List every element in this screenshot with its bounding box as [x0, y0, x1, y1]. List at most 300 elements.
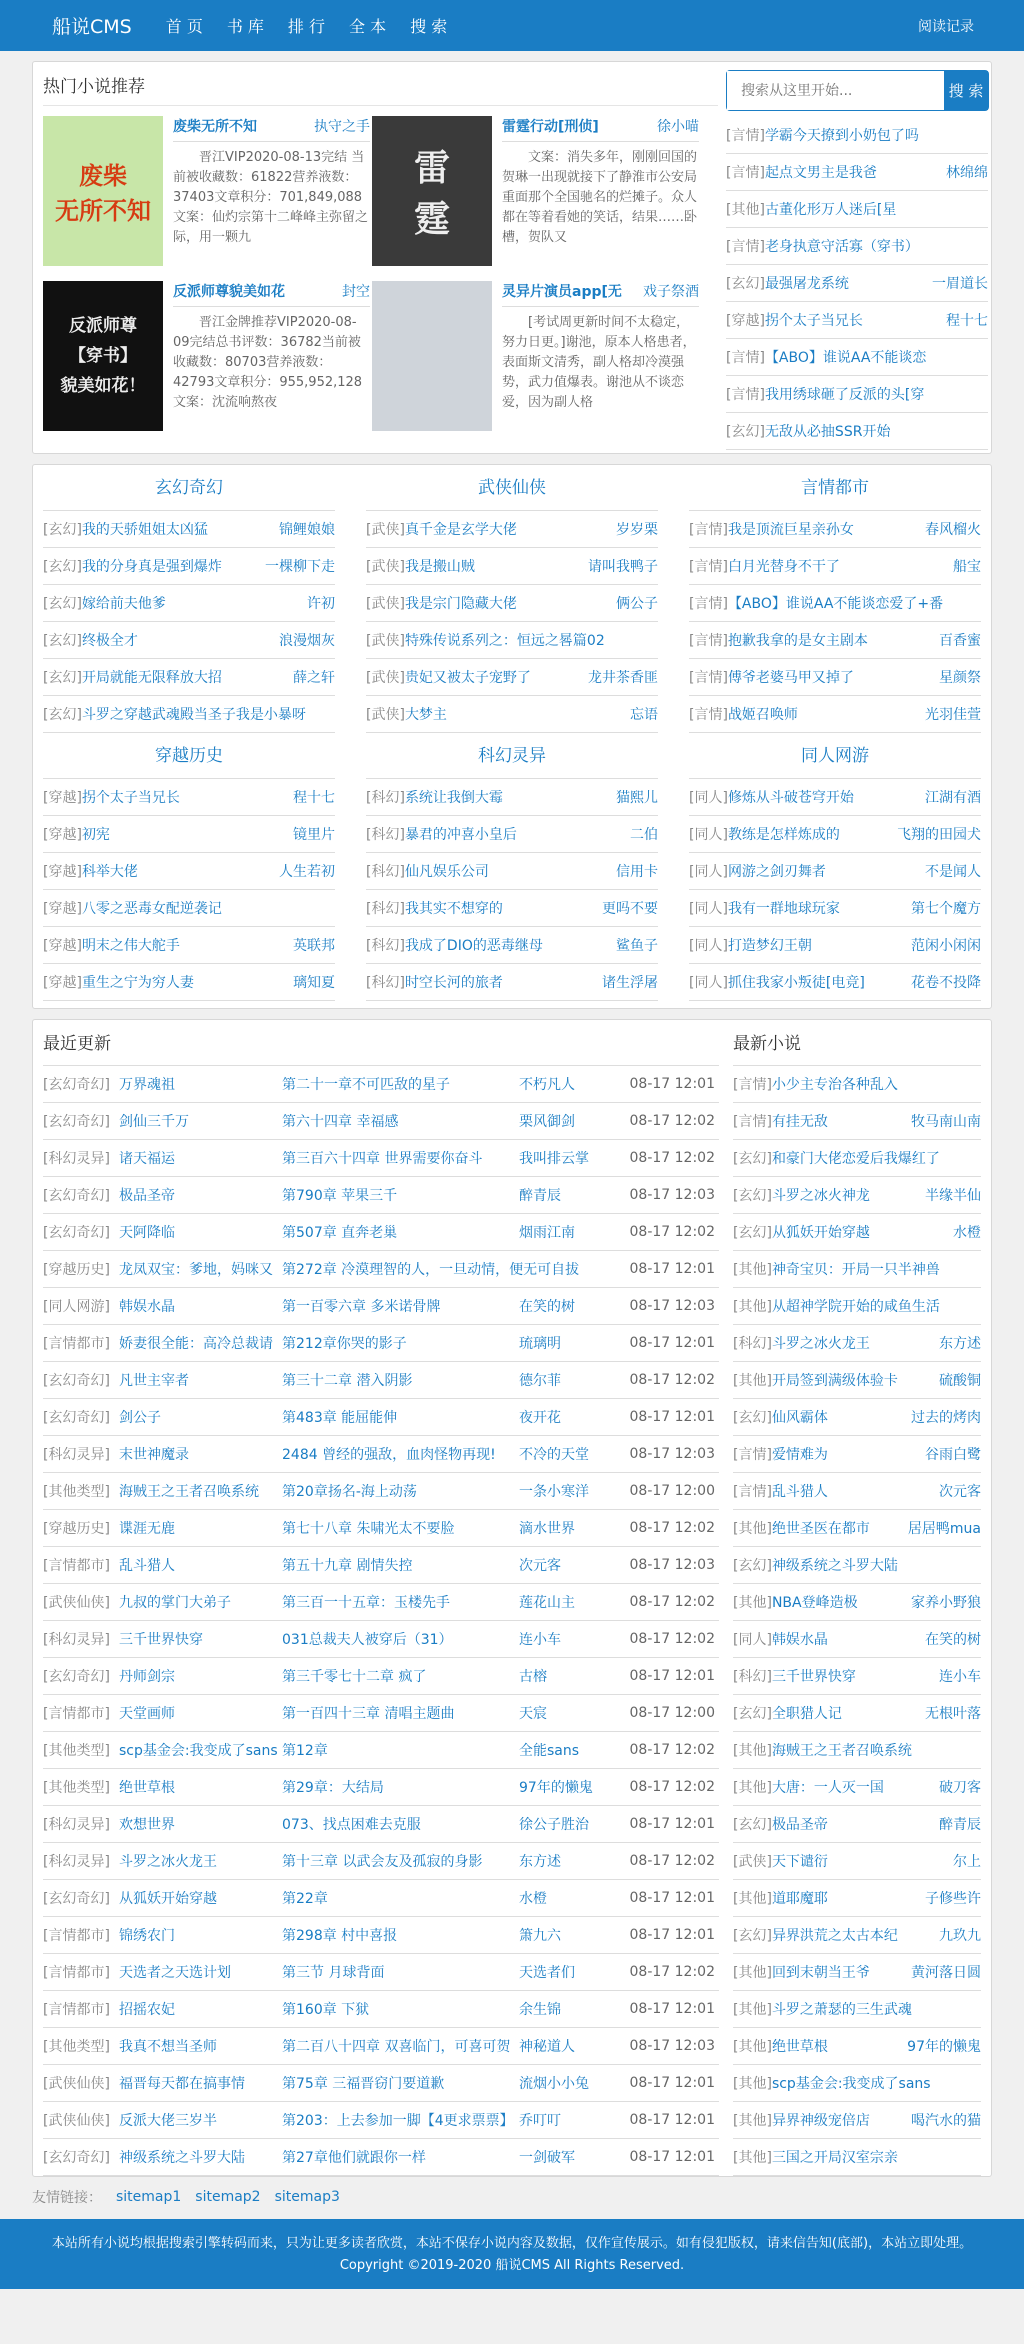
novel-title-link[interactable]: 大唐：一人灭一国	[771, 1780, 884, 1796]
category-item[interactable]	[366, 816, 658, 853]
update-novel-link[interactable]: 反派大佬三岁半	[119, 2113, 217, 2129]
update-author-link[interactable]: 莲花山主	[519, 1595, 575, 1611]
newest-item[interactable]	[733, 1140, 981, 1177]
novel-title-link[interactable]: 绝世草根	[771, 2039, 828, 2055]
novel-title-link[interactable]: 异界神级宠倍店	[771, 2113, 870, 2129]
novel-title-link[interactable]: 我成了DIO的恶毒继母	[404, 938, 543, 954]
novel-title-link[interactable]: 无敌从必抽SSR开始	[764, 424, 891, 440]
update-novel-link[interactable]: 乱斗猎人	[119, 1558, 175, 1574]
category-item[interactable]	[689, 622, 981, 659]
update-novel-link[interactable]: 招摇农妃	[119, 2002, 175, 2018]
update-novel-link[interactable]: 末世神魔录	[119, 1447, 189, 1463]
novel-title-link[interactable]: 我是搬山贼	[404, 559, 475, 575]
newest-item[interactable]	[733, 1103, 981, 1140]
book-cover-image[interactable]: 反派师尊 【穿书】 貌美如花！	[43, 281, 163, 431]
update-chapter-link[interactable]: 第六十四章 幸福感	[282, 1114, 399, 1130]
novel-title-link[interactable]: 绝世圣医在都市	[771, 1521, 870, 1537]
category-title[interactable]: 科幻灵异	[366, 733, 658, 779]
author-link[interactable]: 信用卡	[616, 864, 658, 880]
book-cover-image[interactable]: 雷 霆	[372, 116, 492, 266]
novel-title-link[interactable]: 系统让我倒大霉	[404, 790, 503, 806]
novel-title-link[interactable]: 异界洪荒之太古本纪	[771, 1928, 898, 1944]
author-link[interactable]: 花卷不投降	[911, 975, 981, 991]
author-link[interactable]: 百香蜜	[939, 633, 981, 649]
category-title[interactable]: 玄幻奇幻	[43, 465, 335, 511]
newest-item[interactable]	[733, 1177, 981, 1214]
newest-item[interactable]	[733, 1843, 981, 1880]
update-chapter-link[interactable]: 第20章扬名-海上动荡	[282, 1484, 417, 1500]
update-chapter-link[interactable]: 第五十九章 剧情失控	[282, 1558, 413, 1574]
author-link[interactable]: 许初	[307, 596, 335, 612]
update-novel-link[interactable]: 丹师剑宗	[119, 1669, 175, 1685]
novel-title-link[interactable]: 明末之伟大舵手	[81, 938, 180, 954]
author-link[interactable]: 范闲小闲闲	[911, 938, 981, 954]
novel-title-link[interactable]: 天下谴衍	[771, 1854, 828, 1870]
update-chapter-link[interactable]: 第160章 下狱	[282, 2002, 370, 2018]
author-link[interactable]: 镜里片	[293, 827, 335, 843]
update-novel-link[interactable]: 凡世主宰者	[119, 1373, 189, 1389]
friend-link[interactable]: sitemap2	[195, 2189, 261, 2205]
author-link[interactable]: 岁岁栗	[616, 522, 658, 538]
newest-item[interactable]	[733, 1732, 981, 1769]
update-novel-link[interactable]: scp基金会:我变成了sans	[119, 1743, 278, 1759]
update-chapter-link[interactable]: 第29章：大结局	[282, 1780, 384, 1796]
author-link[interactable]: 鲨鱼子	[616, 938, 658, 954]
author-link[interactable]: 人生若初	[279, 864, 335, 880]
category-item[interactable]	[43, 890, 335, 927]
novel-title-link[interactable]: 傅爷老婆马甲又掉了	[727, 670, 854, 686]
book-author[interactable]: 徐小喵	[657, 119, 699, 135]
category-item[interactable]	[689, 964, 981, 1001]
book-author[interactable]: 执守之手	[314, 119, 370, 135]
author-link[interactable]: 无根叶落	[925, 1706, 981, 1722]
category-item[interactable]	[366, 927, 658, 964]
category-item[interactable]	[43, 779, 335, 816]
update-author-link[interactable]: 琉璃明	[519, 1336, 561, 1352]
category-item[interactable]	[43, 927, 335, 964]
update-chapter-link[interactable]: 第三节 月球背面	[282, 1965, 385, 1981]
novel-title-link[interactable]: 有挂无敌	[771, 1114, 828, 1130]
author-link[interactable]: 锦鲤娘娘	[279, 522, 335, 538]
novel-title-link[interactable]: 我用绣球砸了反派的头[穿	[764, 387, 925, 403]
category-item[interactable]	[689, 659, 981, 696]
author-link[interactable]: 牧马南山南	[911, 1114, 981, 1130]
author-link[interactable]: 程十七	[946, 313, 988, 329]
update-novel-link[interactable]: 谍涯无鹿	[119, 1521, 175, 1537]
author-link[interactable]: 九玖九	[939, 1928, 981, 1944]
novel-title-link[interactable]: 【ABO】谁说AA不能谈恋爱了+番	[727, 596, 944, 612]
update-chapter-link[interactable]: 第三千零七十二章 疯了	[282, 1669, 427, 1685]
side-hot-item[interactable]	[726, 265, 988, 302]
update-novel-link[interactable]: 斗罗之冰火龙王	[119, 1854, 217, 1870]
book-title[interactable]: 雷霆行动[刑侦]	[502, 119, 599, 135]
author-link[interactable]: 猫熙儿	[616, 790, 658, 806]
side-hot-item[interactable]	[726, 339, 988, 376]
update-author-link[interactable]: 余生锦	[519, 2002, 561, 2018]
book-cover-image[interactable]	[372, 281, 492, 431]
category-title[interactable]: 同人网游	[689, 733, 981, 779]
author-link[interactable]: 春风榴火	[925, 522, 981, 538]
update-novel-link[interactable]: 三千世界快穿	[119, 1632, 203, 1648]
update-novel-link[interactable]: 天选者之天选计划	[119, 1965, 231, 1981]
book-title[interactable]: 灵异片演员app[无	[502, 284, 622, 300]
category-item[interactable]	[689, 816, 981, 853]
update-author-link[interactable]: 水橙	[519, 1891, 547, 1907]
novel-title-link[interactable]: 神级系统之斗罗大陆	[771, 1558, 898, 1574]
novel-title-link[interactable]: 斗罗之冰火龙王	[771, 1336, 870, 1352]
nav-ranking[interactable]: 排 行	[287, 17, 326, 36]
author-link[interactable]: 船宝	[953, 559, 981, 575]
author-link[interactable]: 请叫我鸭子	[588, 559, 658, 575]
novel-title-link[interactable]: 神奇宝贝：开局一只半神兽	[771, 1262, 940, 1278]
author-link[interactable]: 璃知夏	[293, 975, 335, 991]
author-link[interactable]: 忘语	[630, 707, 658, 723]
author-link[interactable]: 飞翔的田园犬	[897, 827, 981, 843]
side-hot-item[interactable]	[726, 117, 988, 154]
category-item[interactable]	[366, 511, 658, 548]
category-title[interactable]: 言情都市	[689, 465, 981, 511]
novel-title-link[interactable]: 暴君的冲喜小皇后	[404, 827, 517, 843]
newest-item[interactable]	[733, 2102, 981, 2139]
novel-title-link[interactable]: 海贼王之王者召唤系统	[771, 1743, 912, 1759]
update-chapter-link[interactable]: 031总裁夫人被穿后（31）	[282, 1632, 453, 1648]
novel-title-link[interactable]: 我的天骄姐姐太凶猛	[81, 522, 208, 538]
category-item[interactable]	[43, 964, 335, 1001]
nav-search[interactable]: 搜 索	[410, 17, 448, 36]
update-chapter-link[interactable]: 第27章他们就跟你一样	[282, 2150, 426, 2166]
newest-item[interactable]	[733, 1214, 981, 1251]
author-link[interactable]: 一棵柳下走	[265, 559, 335, 575]
book-author[interactable]: 戏子祭酒	[643, 284, 699, 300]
author-link[interactable]: 英联邦	[293, 938, 335, 954]
author-link[interactable]: 醉青辰	[939, 1817, 981, 1833]
novel-title-link[interactable]: 打造梦幻王朝	[727, 938, 812, 954]
update-author-link[interactable]: 在笑的树	[519, 1299, 575, 1315]
update-author-link[interactable]: 栗风御剑	[519, 1114, 575, 1130]
category-item[interactable]	[689, 511, 981, 548]
newest-item[interactable]	[733, 1621, 981, 1658]
category-item[interactable]	[689, 548, 981, 585]
novel-title-link[interactable]: 特殊传说系列之：恒远之晷篇02	[404, 633, 605, 649]
author-link[interactable]: 破刀客	[939, 1780, 981, 1796]
category-item[interactable]	[366, 964, 658, 1001]
novel-title-link[interactable]: 起点文男主是我爸	[764, 165, 877, 181]
novel-title-link[interactable]: 【ABO】谁说AA不能谈恋	[764, 350, 927, 366]
newest-item[interactable]	[733, 1991, 981, 2028]
category-item[interactable]	[689, 779, 981, 816]
category-title[interactable]: 武侠仙侠	[366, 465, 658, 511]
novel-title-link[interactable]: 三千世界快穿	[771, 1669, 856, 1685]
newest-item[interactable]	[733, 1473, 981, 1510]
update-novel-link[interactable]: 剑公子	[119, 1410, 161, 1426]
author-link[interactable]: 程十七	[293, 790, 335, 806]
novel-title-link[interactable]: 古董化形万人迷后[星	[764, 202, 897, 218]
friend-link[interactable]: sitemap3	[274, 2189, 340, 2205]
update-author-link[interactable]: 滴水世界	[519, 1521, 575, 1537]
novel-title-link[interactable]: 时空长河的旅者	[404, 975, 503, 991]
update-novel-link[interactable]: 诸天福运	[119, 1151, 175, 1167]
newest-item[interactable]	[733, 1917, 981, 1954]
update-author-link[interactable]: 箫九六	[519, 1928, 561, 1944]
update-author-link[interactable]: 醉青辰	[519, 1188, 561, 1204]
update-author-link[interactable]: 97年的懒鬼	[519, 1780, 593, 1796]
update-novel-link[interactable]: 韩娱水晶	[119, 1299, 175, 1315]
side-hot-item[interactable]	[726, 302, 988, 339]
author-link[interactable]: 更吗不要	[602, 901, 658, 917]
novel-title-link[interactable]: 修炼从斗破苍穹开始	[727, 790, 854, 806]
novel-title-link[interactable]: 斗罗之萧瑟的三生武魂	[771, 2002, 912, 2018]
update-chapter-link[interactable]: 第三十二章 潜入阴影	[282, 1373, 413, 1389]
novel-title-link[interactable]: 抱歉我拿的是女主剧本	[727, 633, 868, 649]
book-cover-image[interactable]: 废柴 无所不知	[43, 116, 163, 266]
update-author-link[interactable]: 一剑破军	[519, 2150, 575, 2166]
update-author-link[interactable]: 全能sans	[519, 1743, 580, 1759]
novel-title-link[interactable]: 小少主专治各种乱入	[771, 1077, 898, 1093]
author-link[interactable]: 水橙	[953, 1225, 981, 1241]
novel-title-link[interactable]: 和豪门大佬恋爱后我爆红了	[771, 1151, 940, 1167]
update-novel-link[interactable]: 福晋每天都在搞事情	[119, 2076, 245, 2092]
author-link[interactable]: 子修些许	[925, 1891, 981, 1907]
novel-title-link[interactable]: 老身执意守活寡（穿书）	[764, 239, 919, 255]
category-item[interactable]	[689, 585, 981, 622]
novel-title-link[interactable]: 从超神学院开始的咸鱼生活	[771, 1299, 940, 1315]
author-link[interactable]: 次元客	[939, 1484, 981, 1500]
update-author-link[interactable]: 乔叮叮	[519, 2113, 561, 2129]
nav-library[interactable]: 书 库	[226, 17, 264, 36]
update-chapter-link[interactable]: 第二百八十四章 双喜临门，可喜可贺	[282, 2039, 511, 2055]
author-link[interactable]: 浪漫烟灰	[279, 633, 335, 649]
newest-item[interactable]	[733, 2065, 981, 2102]
category-item[interactable]	[43, 696, 335, 733]
novel-title-link[interactable]: 仙风霸体	[771, 1410, 828, 1426]
newest-item[interactable]	[733, 1288, 981, 1325]
update-author-link[interactable]: 天选者们	[519, 1965, 575, 1981]
novel-title-link[interactable]: 拐个太子当兄长	[81, 790, 180, 806]
novel-title-link[interactable]: 八零之恶毒女配逆袭记	[81, 901, 222, 917]
novel-title-link[interactable]: 科举大佬	[81, 864, 138, 880]
newest-item[interactable]	[733, 1658, 981, 1695]
newest-item[interactable]	[733, 1399, 981, 1436]
update-chapter-link[interactable]: 第507章 直奔老巢	[282, 1225, 398, 1241]
update-author-link[interactable]: 东方述	[519, 1854, 561, 1870]
update-chapter-link[interactable]: 第二十一章不可匹敌的星子	[282, 1077, 450, 1093]
novel-title-link[interactable]: 乱斗猎人	[771, 1484, 828, 1500]
novel-title-link[interactable]: 我其实不想穿的	[404, 901, 503, 917]
newest-item[interactable]	[733, 2028, 981, 2065]
category-item[interactable]	[43, 511, 335, 548]
newest-item[interactable]	[733, 1584, 981, 1621]
novel-title-link[interactable]: 抓住我家小叛徒[电竞]	[727, 975, 865, 991]
category-item[interactable]	[366, 696, 658, 733]
update-chapter-link[interactable]: 第483章 能屈能伸	[282, 1410, 398, 1426]
update-author-link[interactable]: 神秘道人	[519, 2039, 575, 2055]
novel-title-link[interactable]: 白月光替身不干了	[727, 559, 840, 575]
update-novel-link[interactable]: 剑仙三千万	[119, 1114, 189, 1130]
category-item[interactable]	[43, 622, 335, 659]
novel-title-link[interactable]: 战姬召唤师	[727, 707, 798, 723]
update-chapter-link[interactable]: 第298章 村中喜报	[282, 1928, 398, 1944]
author-link[interactable]: 光羽佳萱	[925, 707, 981, 723]
author-link[interactable]: 一眉道长	[932, 276, 988, 292]
newest-item[interactable]	[733, 1695, 981, 1732]
category-item[interactable]	[43, 816, 335, 853]
update-novel-link[interactable]: 我真不想当圣师	[119, 2039, 217, 2055]
update-chapter-link[interactable]: 第22章	[282, 1891, 328, 1907]
novel-title-link[interactable]: 学霸今天撩到小奶包了吗	[764, 128, 919, 144]
author-link[interactable]: 东方述	[939, 1336, 981, 1352]
author-link[interactable]: 星颜祭	[939, 670, 981, 686]
novel-title-link[interactable]: 三国之开局汉室宗亲	[771, 2150, 898, 2166]
novel-title-link[interactable]: 嫁给前夫他爹	[81, 596, 166, 612]
category-item[interactable]	[43, 548, 335, 585]
update-novel-link[interactable]: 绝世草根	[119, 1780, 175, 1796]
novel-title-link[interactable]: 韩娱水晶	[771, 1632, 828, 1648]
author-link[interactable]: 薛之轩	[293, 670, 335, 686]
update-novel-link[interactable]: 从狐妖开始穿越	[119, 1891, 217, 1907]
update-chapter-link[interactable]: 第三百一十五章：玉楼先手	[282, 1595, 450, 1611]
newest-item[interactable]	[733, 1251, 981, 1288]
update-novel-link[interactable]: 万界魂祖	[119, 1077, 175, 1093]
novel-title-link[interactable]: 大梦主	[404, 707, 447, 723]
author-link[interactable]: 居居鸭mua	[907, 1521, 981, 1537]
novel-title-link[interactable]: scp基金会:我变成了sans	[771, 2076, 931, 2092]
category-item[interactable]	[366, 779, 658, 816]
category-item[interactable]	[366, 548, 658, 585]
newest-item[interactable]	[733, 2139, 981, 2176]
novel-title-link[interactable]: 仙凡娱乐公司	[404, 864, 489, 880]
update-author-link[interactable]: 我叫排云掌	[519, 1151, 589, 1167]
author-link[interactable]: 江湖有酒	[925, 790, 981, 806]
author-link[interactable]: 过去的烤肉	[911, 1410, 981, 1426]
novel-title-link[interactable]: 我有一群地球玩家	[727, 901, 840, 917]
author-link[interactable]: 黄河落日圆	[911, 1965, 981, 1981]
update-chapter-link[interactable]: 第272章 冷漠理智的人，一旦动情，便无可自拔	[282, 1262, 580, 1278]
update-chapter-link[interactable]: 第12章	[282, 1743, 328, 1759]
novel-title-link[interactable]: 教练是怎样炼成的	[727, 827, 840, 843]
update-novel-link[interactable]: 海贼王之王者召唤系统	[119, 1484, 259, 1500]
newest-item[interactable]	[733, 1362, 981, 1399]
newest-item[interactable]	[733, 1436, 981, 1473]
update-author-link[interactable]: 次元客	[519, 1558, 561, 1574]
update-author-link[interactable]: 烟雨江南	[519, 1225, 575, 1241]
author-link[interactable]: 尔上	[953, 1854, 981, 1870]
update-chapter-link[interactable]: 第790章 苹果三千	[282, 1188, 398, 1204]
update-chapter-link[interactable]: 第75章 三福晋窃门要道歉	[282, 2076, 445, 2092]
newest-item[interactable]	[733, 1954, 981, 1991]
update-author-link[interactable]: 不冷的天堂	[519, 1447, 589, 1463]
update-author-link[interactable]: 连小车	[519, 1632, 561, 1648]
update-chapter-link[interactable]: 2484 曾经的强敌，血肉怪物再现!	[282, 1447, 496, 1463]
author-link[interactable]: 第七个魔方	[911, 901, 981, 917]
novel-title-link[interactable]: NBA登峰造极	[771, 1595, 858, 1611]
novel-title-link[interactable]: 我是顶流巨星亲孙女	[727, 522, 854, 538]
update-chapter-link[interactable]: 第203：上去参加一脚【4更求票票】	[282, 2113, 514, 2129]
author-link[interactable]: 喝汽水的猫	[911, 2113, 981, 2129]
author-link[interactable]: 连小车	[939, 1669, 981, 1685]
author-link[interactable]: 97年的懒鬼	[907, 2039, 981, 2055]
newest-item[interactable]	[733, 1325, 981, 1362]
update-author-link[interactable]: 徐公子胜治	[519, 1817, 589, 1833]
newest-item[interactable]	[733, 1547, 981, 1584]
author-link[interactable]: 二伯	[630, 827, 658, 843]
novel-title-link[interactable]: 我的分身真是强到爆炸	[81, 559, 222, 575]
category-title[interactable]: 穿越历史	[43, 733, 335, 779]
friend-link[interactable]: sitemap1	[116, 2189, 182, 2205]
author-link[interactable]: 龙井茶香匪	[588, 670, 658, 686]
update-novel-link[interactable]: 锦绣农门	[119, 1928, 175, 1944]
update-novel-link[interactable]: 欢想世界	[119, 1817, 175, 1833]
update-author-link[interactable]: 古榕	[519, 1669, 547, 1685]
update-novel-link[interactable]: 极品圣帝	[119, 1188, 175, 1204]
category-item[interactable]	[366, 585, 658, 622]
newest-item[interactable]	[733, 1806, 981, 1843]
novel-title-link[interactable]: 从狐妖开始穿越	[771, 1225, 870, 1241]
novel-title-link[interactable]: 初宪	[81, 827, 110, 843]
side-hot-item[interactable]	[726, 376, 988, 413]
update-author-link[interactable]: 不朽凡人	[519, 1077, 575, 1093]
novel-title-link[interactable]: 网游之剑刃舞者	[727, 864, 826, 880]
book-title[interactable]: 反派师尊貌美如花	[173, 284, 285, 300]
side-hot-item[interactable]	[726, 154, 988, 191]
book-author[interactable]: 封空	[342, 284, 370, 300]
search-input[interactable]	[727, 71, 944, 110]
book-title[interactable]: 废柴无所不知	[173, 119, 257, 135]
novel-title-link[interactable]: 我是宗门隐藏大佬	[404, 596, 517, 612]
author-link[interactable]: 半缘半仙	[925, 1188, 981, 1204]
newest-item[interactable]	[733, 1769, 981, 1806]
novel-title-link[interactable]: 开局就能无限释放大招	[81, 670, 222, 686]
novel-title-link[interactable]: 拐个太子当兄长	[764, 313, 863, 329]
author-link[interactable]: 在笑的树	[925, 1632, 981, 1648]
novel-title-link[interactable]: 真千金是玄学大佬	[404, 522, 517, 538]
novel-title-link[interactable]: 斗罗之冰火神龙	[771, 1188, 870, 1204]
author-link[interactable]: 家养小野狼	[911, 1595, 981, 1611]
novel-title-link[interactable]: 道耶魔耶	[771, 1891, 828, 1907]
update-author-link[interactable]: 德尔菲	[519, 1373, 561, 1389]
novel-title-link[interactable]: 贵妃又被太子宠野了	[404, 670, 531, 686]
update-author-link[interactable]: 夜开花	[519, 1410, 561, 1426]
novel-title-link[interactable]: 全职猎人记	[771, 1706, 842, 1722]
update-novel-link[interactable]: 天堂画师	[119, 1706, 175, 1722]
nav-complete[interactable]: 全 本	[349, 17, 387, 36]
novel-title-link[interactable]: 重生之宁为穷人妻	[81, 975, 194, 991]
update-author-link[interactable]: 一条小寒洋	[519, 1484, 589, 1500]
update-chapter-link[interactable]: 073、找点困难去克服	[282, 1817, 421, 1833]
update-novel-link[interactable]: 神级系统之斗罗大陆	[119, 2150, 245, 2166]
author-link[interactable]: 谷雨白鹭	[925, 1447, 981, 1463]
update-novel-link[interactable]: 九叔的掌门大弟子	[119, 1595, 231, 1611]
reading-history-link[interactable]: 阅读记录	[918, 18, 974, 35]
update-novel-link[interactable]: 龙凤双宝：爹地，妈咪又	[119, 1262, 273, 1278]
side-hot-item[interactable]	[726, 413, 988, 450]
category-item[interactable]	[366, 853, 658, 890]
update-author-link[interactable]: 流烟小小兔	[519, 2076, 589, 2092]
novel-title-link[interactable]: 最强屠龙系统	[764, 276, 849, 292]
side-hot-item[interactable]	[726, 228, 988, 265]
update-chapter-link[interactable]: 第一百零六章 多米诺骨牌	[282, 1299, 441, 1315]
category-item[interactable]	[43, 585, 335, 622]
author-link[interactable]: 不是闻人	[925, 864, 981, 880]
category-item[interactable]	[689, 696, 981, 733]
newest-item[interactable]	[733, 1066, 981, 1103]
category-item[interactable]	[689, 927, 981, 964]
side-hot-item[interactable]	[726, 191, 988, 228]
nav-home[interactable]: 首 页	[165, 17, 203, 36]
author-link[interactable]: 俩公子	[616, 596, 658, 612]
author-link[interactable]: 诸生浮屠	[602, 975, 658, 991]
update-author-link[interactable]: 天宸	[519, 1706, 547, 1722]
novel-title-link[interactable]: 爱情难为	[771, 1447, 828, 1463]
